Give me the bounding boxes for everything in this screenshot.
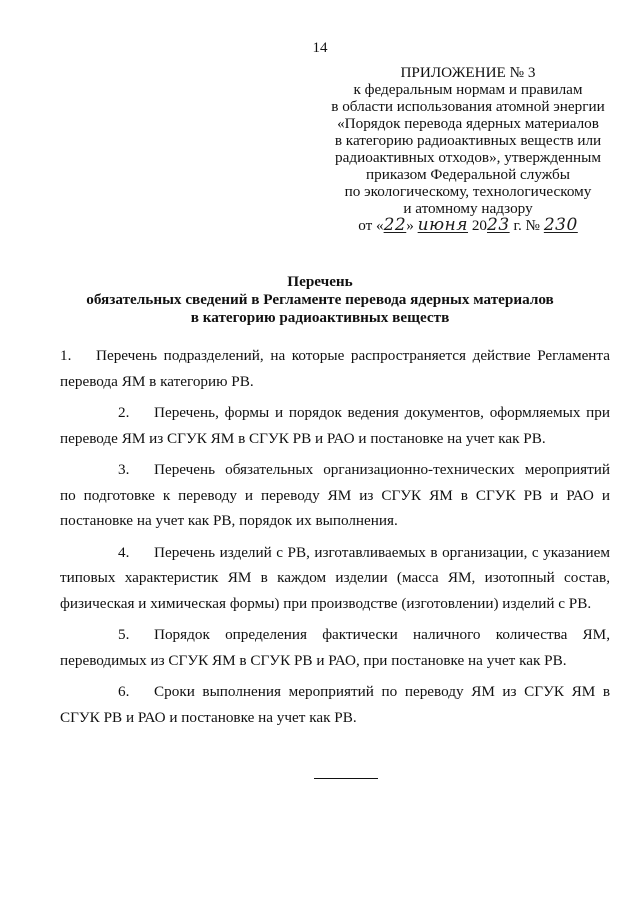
title-line: Перечень: [287, 273, 353, 290]
list-item-5: [60, 622, 610, 673]
item-text: Сроки выполнения мероприятий по переводу ЯМ из СГУК ЯМ в СГУК РВ и РАО и постановке на учет как РВ.: [60, 683, 610, 726]
appendix-line: в категорию радиоактивных веществ или: [334, 132, 602, 149]
item-number: 1.: [60, 347, 72, 364]
item-number: 6.: [118, 683, 130, 700]
list-item-6: [60, 679, 610, 730]
item-text: Перечень обязательных организационно-технических мероприятий по подготовке к переводу и переводу ЯМ из СГУК ЯМ в СГУК РВ и РАО и постановке на учет как РВ, порядок их выполнения.: [60, 461, 610, 529]
appendix-line: «Порядок перевода ядерных материалов: [337, 115, 599, 132]
end-rule: [314, 778, 378, 779]
handwritten-month: июня: [417, 215, 469, 235]
item-number: 2.: [118, 404, 130, 421]
appendix-line: и атомному надзору: [403, 200, 533, 217]
appendix-line: радиоактивных отходов», утвержденным: [335, 149, 601, 166]
title-line: обязательных сведений в Регламенте перевода ядерных материалов: [86, 291, 554, 308]
item-number: 3.: [118, 461, 130, 478]
item-number: 5.: [118, 626, 130, 643]
appendix-line: в области использования атомной энергии: [331, 98, 605, 115]
item-text: Перечень изделий с РВ, изготавливаемых в организации, с указанием типовых характеристик ЯМ в каждом изделии (масса ЯМ, изотопный состав, физическая и химическая формы) при производстве (изготовлении) изделий с РВ.: [60, 543, 610, 612]
appendix-line: к федеральным нормам и правилам: [353, 81, 583, 98]
page-number: 14: [312, 40, 328, 56]
item-text: Порядок определения фактически наличного количества ЯМ, переводимых из СГУК ЯМ в СГУК РВ и РАО, при постановке на учет как РВ.: [60, 626, 610, 669]
appendix-heading: ПРИЛОЖЕНИЕ № 3: [400, 64, 536, 81]
item-text: Перечень, формы и порядок ведения документов, оформляемых при переводе ЯМ из СГУК ЯМ в СГУК РВ и РАО и постановке на учет как РВ.: [60, 404, 610, 447]
list-item-4: [60, 540, 610, 617]
list-item-3: [60, 457, 610, 534]
appendix-line: приказом Федеральной службы: [366, 166, 570, 183]
appendix-line: по экологическому, технологическому: [344, 183, 592, 200]
order-date-line: от «22» июня 2023 г. № 230: [358, 215, 578, 235]
item-number: 4.: [118, 543, 130, 561]
list-item-1: [60, 343, 610, 394]
numbered-list: [60, 343, 610, 736]
list-item-2: [60, 400, 610, 451]
title-line: в категорию радиоактивных веществ: [190, 309, 450, 326]
item-text: Перечень подразделений, на которые распространяется действие Регламента перевода ЯМ в категорию РВ.: [60, 347, 610, 390]
document-title: [60, 273, 580, 327]
handwritten-year: 23: [487, 215, 510, 235]
handwritten-number: 230: [543, 215, 578, 235]
appendix-header: [320, 64, 616, 234]
handwritten-day: 22: [383, 215, 407, 235]
